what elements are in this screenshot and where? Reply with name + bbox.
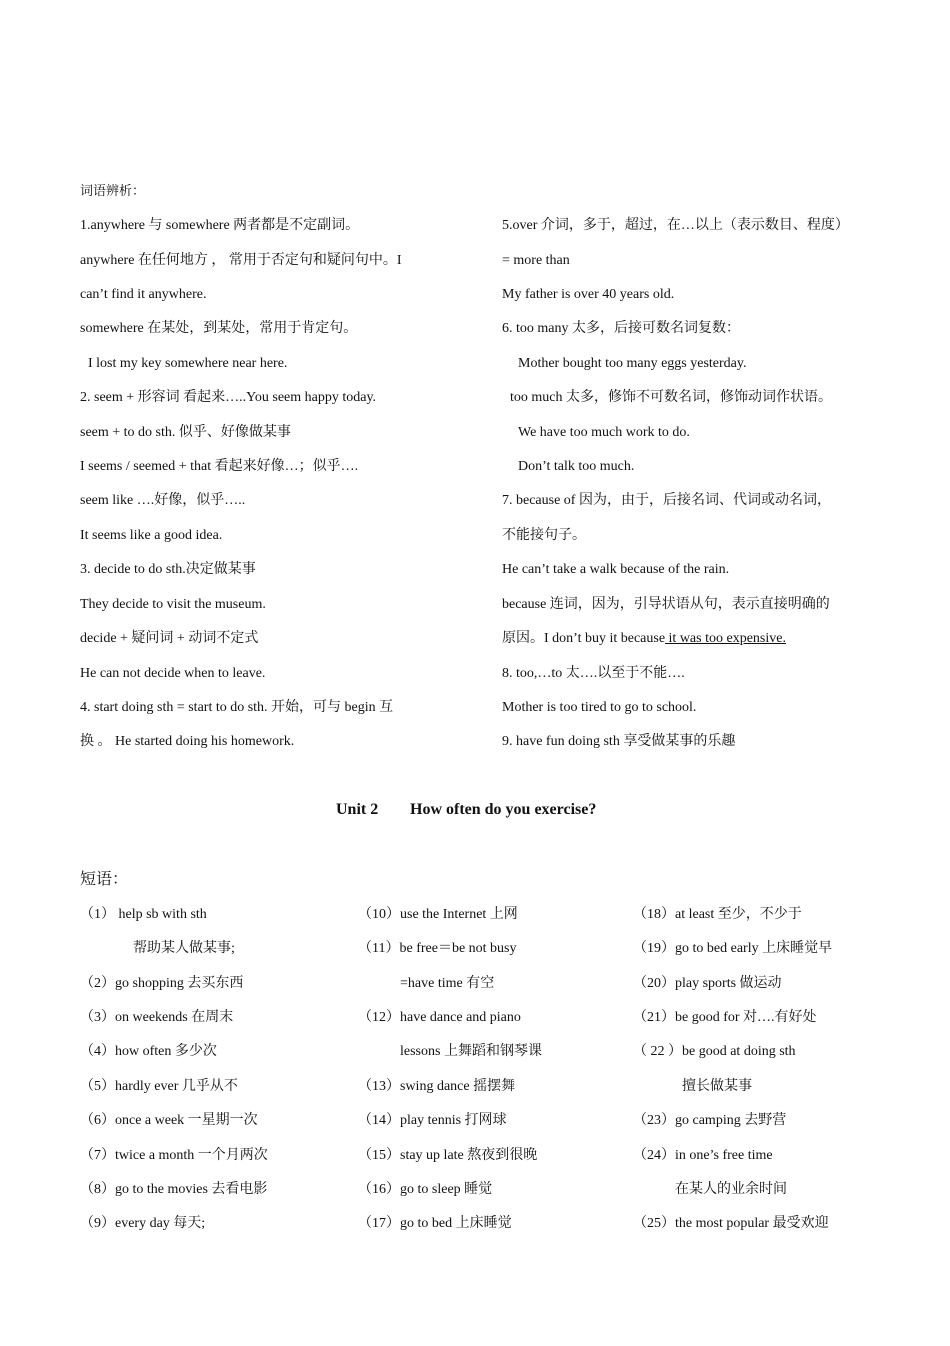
text-line: 换 。 He started doing his homework. [80,734,295,749]
text-line: 5.over 介词，多于，超过，在…以上（表示数目、程度） [502,218,849,233]
phrase-item: =have time 有空 [400,976,495,991]
text-line: seem like ….好像，似乎….. [80,493,246,508]
text-line: 6. too many 太多，后接可数名词复数： [502,321,740,336]
phrase-item: （12）have dance and piano [358,1010,521,1025]
underlined-clause: it was too expensive. [665,631,786,646]
text-line: 不能接句子。 [502,528,586,543]
phrase-item: 擅长做某事 [682,1079,752,1094]
phrase-item: lessons 上舞蹈和钢琴课 [400,1044,542,1059]
text-line: We have too much work to do. [518,425,690,440]
text-line: 2. seem + 形容词 看起来…..You seem happy today. [80,390,377,405]
phrase-item: （9）every day 每天; [80,1216,206,1231]
phrase-item: （1） help sb with sth [80,907,207,922]
phrase-item: （16）go to sleep 睡觉 [358,1182,493,1197]
text-line: anywhere 在任何地方 ， 常用于否定句和疑问句中。I [80,253,402,268]
section-heading-word-analysis: 词语辨析： [80,184,146,199]
phrase-item: （8）go to the movies 去看电影 [80,1182,268,1197]
text-line: decide + 疑问词 + 动词不定式 [80,631,259,646]
phrase-item: （18）at least 至少，不少于 [633,907,802,922]
text-line: 4. start doing sth = start to do sth. 开始，可与 begin 互 [80,700,394,715]
text-line: somewhere 在某处，到某处，常用于肯定句。 [80,321,358,336]
phrase-item: （ 22 ）be good at doing sth [633,1044,796,1059]
text-line: too much 太多，修饰不可数名词，修饰动词作状语。 [510,390,832,405]
text-line: 3. decide to do sth.决定做某事 [80,562,256,577]
phrase-item: （19）go to bed early 上床睡觉早 [633,941,833,956]
phrase-item: （10）use the Internet 上网 [358,907,518,922]
phrase-item: （3）on weekends 在周末 [80,1010,234,1025]
phrase-item: 帮助某人做某事; [133,941,235,956]
text-line: Mother bought too many eggs yesterday. [518,356,747,371]
text-line: I seems / seemed + that 看起来好像…；似乎…. [80,459,359,474]
phrase-item: （2）go shopping 去买东西 [80,976,244,991]
text-line: 9. have fun doing sth 享受做某事的乐趣 [502,734,736,749]
phrase-item: （13）swing dance 摇摆舞 [358,1079,516,1094]
text-line: Mother is too tired to go to school. [502,700,697,715]
text-line: Don’t talk too much. [518,459,635,474]
phrase-item: （14）play tennis 打网球 [358,1113,507,1128]
text-line: 1.anywhere 与 somewhere 两者都是不定副词。 [80,218,360,233]
text-line: He can’t take a walk because of the rain. [502,562,730,577]
text-line: My father is over 40 years old. [502,287,675,302]
text-line [502,629,786,649]
phrase-item: （20）play sports 做运动 [633,976,782,991]
phrase-item: （4）how often 多少次 [80,1044,217,1059]
phrase-item: 在某人的业余时间 [675,1182,787,1197]
phrase-item: （6）once a week 一星期一次 [80,1113,258,1128]
phrase-item: （24）in one’s free time [633,1148,773,1163]
phrase-item: （7）twice a month 一个月两次 [80,1148,268,1163]
text-line: I lost my key somewhere near here. [88,356,288,371]
phrase-item: （15）stay up late 熬夜到很晚 [358,1148,538,1163]
section-heading-phrases: 短语： [80,869,129,888]
unit-label: Unit 2 [336,801,379,818]
text-line: because 连词，因为，引导状语从句，表示直接明确的 [502,597,830,612]
phrase-item: （23）go camping 去野营 [633,1113,787,1128]
text-line: They decide to visit the museum. [80,597,266,612]
phrase-item: （21）be good for 对….有好处 [633,1010,817,1025]
text-segment: 原因。I don’t buy it because [502,631,666,646]
phrase-item: （11）be free＝be not busy [358,941,517,956]
unit-title: How often do you exercise? [410,801,597,818]
text-line: seem + to do sth. 似乎、好像做某事 [80,425,291,440]
phrase-item: （17）go to bed 上床睡觉 [358,1216,512,1231]
phrase-item: （25）the most popular 最受欢迎 [633,1216,829,1231]
phrase-item: （5）hardly ever 几乎从不 [80,1079,238,1094]
text-line: 8. too,…to 太….以至于不能…. [502,666,685,681]
text-line: It seems like a good idea. [80,528,223,543]
text-line: can’t find it anywhere. [80,287,207,302]
text-line: 7. because of 因为，由于，后接名词、代词或动名词， [502,493,831,508]
text-line: = more than [502,253,570,268]
text-line: He can not decide when to leave. [80,666,266,681]
